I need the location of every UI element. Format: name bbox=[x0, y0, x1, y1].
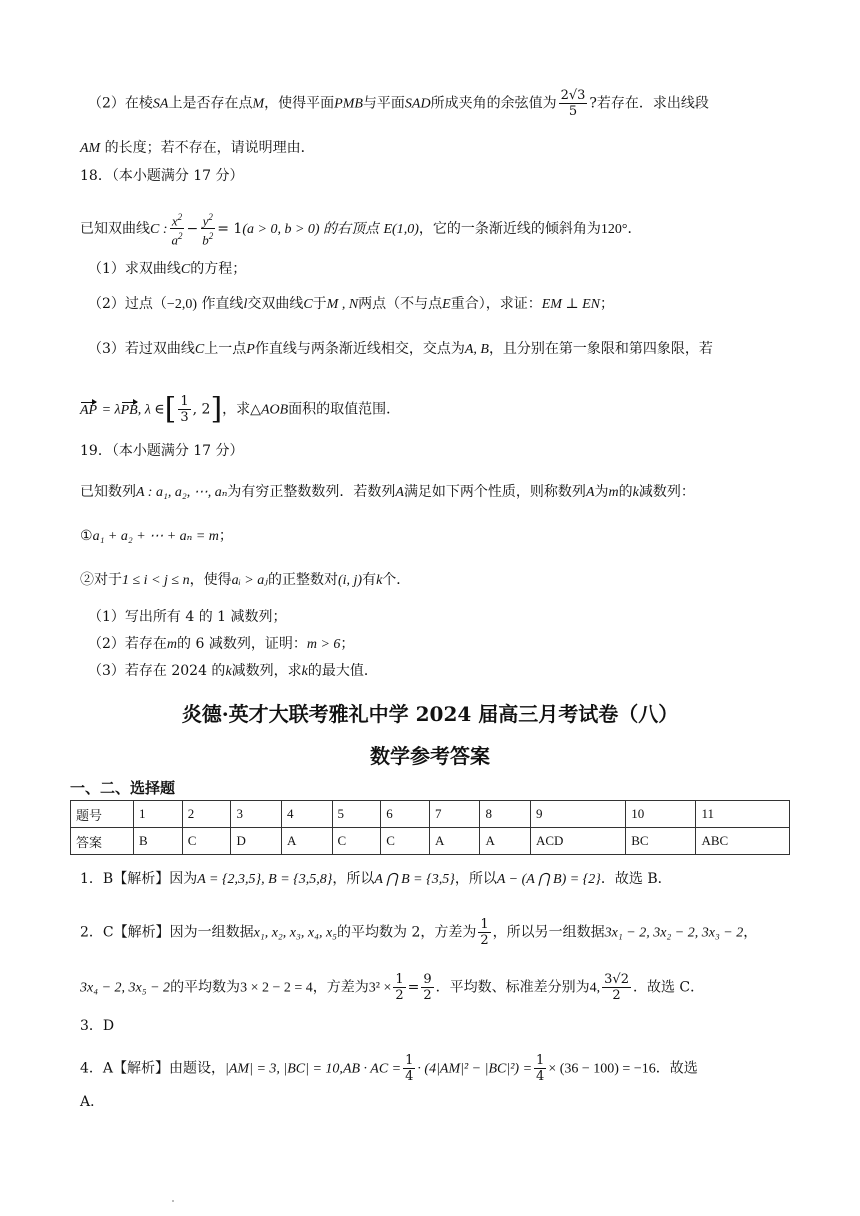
explanation-4-line1: 4．A【解析】由题设，|AM| = 3, |BC| = 10,AB · AC = $\frac{1}{4}$ · (4|AM|² − |BC|²) = $\frac{1}{4}$ × (36 − 100) = −16．故选 bbox=[80, 1053, 698, 1084]
table-cell: 1 bbox=[134, 801, 183, 828]
table-cell: 5 bbox=[332, 801, 381, 828]
q19-intro: 已知数列A : a₁, a₂, ⋯, aₙ为有穷正整数数列．若数列A满足如下两个性质，则称数列A为m的k减数列： bbox=[80, 484, 695, 500]
table-cell: C bbox=[332, 828, 381, 855]
table-cell: D bbox=[231, 828, 282, 855]
table-cell: 7 bbox=[429, 801, 480, 828]
section-heading: 一、二、选择题 bbox=[70, 779, 176, 797]
q19-part3: （3）若存在 2024 的k减数列，求k的最大值． bbox=[88, 663, 378, 679]
table-cell: A bbox=[281, 828, 332, 855]
table-cell: C bbox=[381, 828, 430, 855]
table-cell: 4 bbox=[281, 801, 332, 828]
q18-intro: 已知双曲线C : $\frac{x^2}{a^2}$ − $\frac{y^2}{b^2}$ = 1(a > 0, b > 0) 的右顶点 E(1,0)，它的一条渐近线的倾斜角为120°． bbox=[80, 212, 642, 248]
q19-condition2: ②对于1 ≤ i < j ≤ n，使得aᵢ > aⱼ的正整数对(i, j)有k个． bbox=[80, 572, 411, 588]
answer-title: 炎德·英才大联考雅礼中学 2024 届高三月考试卷（八） bbox=[181, 702, 679, 726]
table-cell: A bbox=[429, 828, 480, 855]
table-cell: C bbox=[182, 828, 231, 855]
q19-part1: （1）写出所有 4 的 1 减数列； bbox=[88, 609, 287, 625]
table-cell: 9 bbox=[531, 801, 626, 828]
hyperbola-y-term: $\frac{y^2}{b^2}$ bbox=[202, 212, 214, 248]
table-cell: 10 bbox=[626, 801, 696, 828]
math-sa: SA bbox=[152, 96, 169, 112]
row-label: 题号 bbox=[71, 801, 134, 828]
q18-part3-condition: AP = λPB, λ ∈[ $\frac{1}{3}$ , 2]，求△AOB面积的取值范围． bbox=[80, 391, 401, 427]
page-mark bbox=[172, 1200, 174, 1202]
table-cell: 3 bbox=[231, 801, 282, 828]
table-cell: 8 bbox=[480, 801, 531, 828]
answer-subtitle: 数学参考答案 bbox=[370, 744, 490, 768]
table-cell: A bbox=[480, 828, 531, 855]
q19-header: 19．（本小题满分 17 分） bbox=[80, 443, 244, 459]
explanation-2-line1: 2．C【解析】因为一组数据x₁, x₂, x₃, x₄, x₅的平均数为 2，方差为 $\frac{1}{2}$ ，所以另一组数据3x₁ − 2, 3x₂ − 2, 3x₃ − 2， bbox=[80, 917, 758, 948]
q17-part2-line1: （2）在棱SA上是否存在点M，使得平面PMB与平面SAD所成夹角的余弦值为 $\frac{2√3}{5}$ ?若存在．求出线段 bbox=[88, 88, 709, 119]
q18-part1: （1）求双曲线C的方程； bbox=[88, 261, 247, 277]
table-cell: BC bbox=[626, 828, 696, 855]
table-cell: 11 bbox=[696, 801, 790, 828]
table-row-numbers bbox=[71, 801, 790, 828]
hyperbola-x-term: $\frac{x^2}{a^2}$ bbox=[171, 212, 183, 248]
q19-condition1: ①a₁ + a₂ + ⋯ + aₙ = m； bbox=[80, 528, 233, 544]
table-cell: ACD bbox=[531, 828, 626, 855]
q17-part2-line2: AM 的长度；若不存在，请说明理由． bbox=[80, 140, 315, 156]
table-cell: B bbox=[134, 828, 183, 855]
cosine-fraction: $\frac{2√3}{5}$ bbox=[560, 88, 586, 119]
row-label: 答案 bbox=[71, 828, 134, 855]
table-cell: ABC bbox=[696, 828, 790, 855]
explanation-4-line2: A． bbox=[80, 1094, 105, 1110]
q18-header: 18．（本小题满分 17 分） bbox=[80, 168, 244, 184]
explanation-1: 1．B【解析】因为A = {2,3,5}, B = {3,5,8}，所以A ⋂ B = {3,5}，所以A − (A ⋂ B) = {2}．故选 B． bbox=[80, 871, 672, 887]
q19-part2: （2）若存在m的 6 减数列，证明：m > 6； bbox=[88, 636, 355, 652]
table-cell: 6 bbox=[381, 801, 430, 828]
table-row-answers bbox=[71, 828, 790, 855]
explanation-2-line2: 3x₄ − 2, 3x₅ − 2的平均数为3 × 2 − 2 = 4，方差为3² × $\frac{1}{2}$ = $\frac{9}{2}$ ．平均数、标准差分别为4, $\frac{3√2}{2}$ ．故选 C． bbox=[80, 972, 705, 1003]
answer-table bbox=[70, 800, 790, 855]
table-cell: 2 bbox=[182, 801, 231, 828]
explanation-3: 3．D bbox=[80, 1018, 115, 1034]
q18-part2: （2）过点（−2,0) 作直线l交双曲线C于M , N两点（不与点E重合），求证：EM ⊥ EN； bbox=[88, 296, 615, 312]
q18-part3: （3）若过双曲线C上一点P作直线与两条渐近线相交，交点为A, B，且分别在第一象限和第四象限，若 bbox=[88, 341, 713, 357]
